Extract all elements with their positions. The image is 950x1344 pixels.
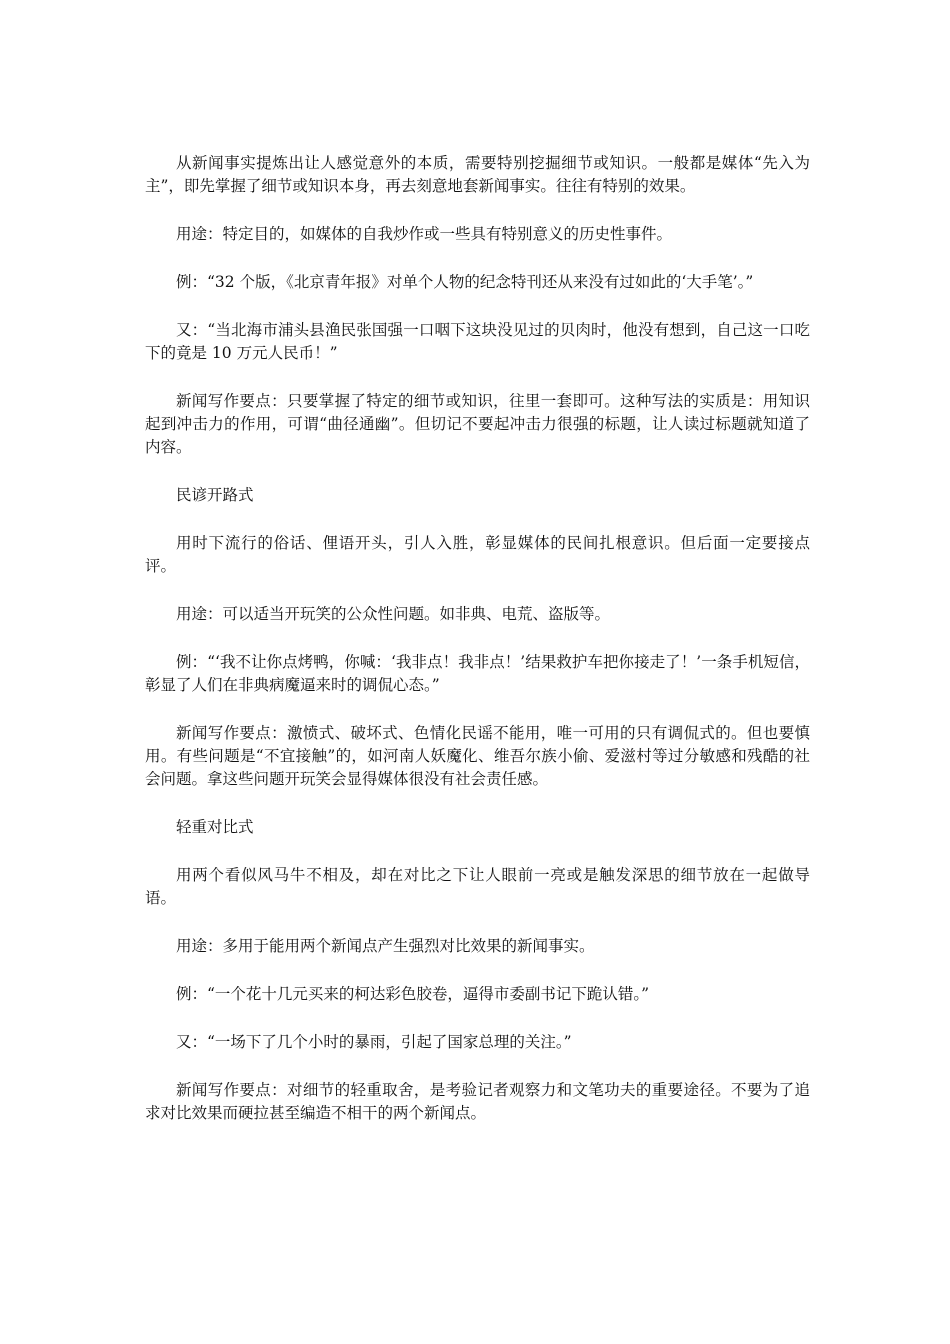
paragraph-usage-2: 用途：可以适当开玩笑的公众性问题。如非典、电荒、盗版等。 <box>176 605 611 623</box>
paragraph-example-1: 例：“32 个版，《北京青年报》对单个人物的纪念特刊还从来没有过如此的‘大手笔’。” <box>176 273 754 291</box>
paragraph-usage-3: 用途：多用于能用两个新闻点产生强烈对比效果的新闻事实。 <box>176 937 595 955</box>
paragraph-example-2: 又：“当北海市浦头县渔民张国强一口咽下这块没见过的贝肉时，他没有想到，自己这一口吃下的竟是 10 万元人民币！” <box>145 321 810 362</box>
paragraph-example-3: 例：“‘我不让你点烤鸭，你喊：‘我非点！我非点！’结果救护车把你接走了！’一条手机短信，彰显了人们在非典病魔逼来时的调侃心态。” <box>145 653 810 694</box>
paragraph-example-5: 又：“一场下了几个小时的暴雨，引起了国家总理的关注。” <box>176 1033 572 1051</box>
paragraph-intro: 从新闻事实提炼出让人感觉意外的本质，需要特别挖掘细节或知识。一般都是媒体“先入为主”，即先掌握了细节或知识本身，再去刻意地套新闻事实。往往有特别的效果。 <box>145 154 810 195</box>
section-heading-contrast: 轻重对比式 <box>176 818 254 836</box>
paragraph-example-4: 例：“一个花十几元买来的柯达彩色胶卷，逼得市委副书记下跪认错。” <box>176 985 650 1003</box>
document-body <box>145 152 810 1150</box>
paragraph-writing-tips-1: 新闻写作要点：只要掌握了特定的细节或知识，往里一套即可。这种写法的实质是：用知识起到冲击力的作用，可谓“曲径通幽”。但切记不要起冲击力很强的标题，让人读过标题就知道了内容。 <box>145 392 810 456</box>
paragraph-usage-1: 用途：特定目的，如媒体的自我炒作或一些具有特别意义的历史性事件。 <box>176 225 673 243</box>
paragraph-writing-tips-2: 新闻写作要点：激愤式、破坏式、色情化民谣不能用，唯一可用的只有调侃式的。但也要慎用。有些问题是“不宜接触”的，如河南人妖魔化、维吾尔族小偷、爱滋村等过分敏感和残酷的社会问题。拿这些问题开玩笑会显得媒体很没有社会责任感。 <box>145 724 810 788</box>
paragraph-folk-intro: 用时下流行的俗话、俚语开头，引人入胜，彰显媒体的民间扎根意识。但后面一定要接点评。 <box>145 534 810 575</box>
paragraph-contrast-intro: 用两个看似风马牛不相及，却在对比之下让人眼前一亮或是触发深思的细节放在一起做导语。 <box>145 866 810 907</box>
section-heading-folk-proverb: 民谚开路式 <box>176 486 254 504</box>
paragraph-writing-tips-3: 新闻写作要点：对细节的轻重取舍，是考验记者观察力和文笔功夫的重要途径。不要为了追求对比效果而硬拉甚至编造不相干的两个新闻点。 <box>145 1081 810 1122</box>
